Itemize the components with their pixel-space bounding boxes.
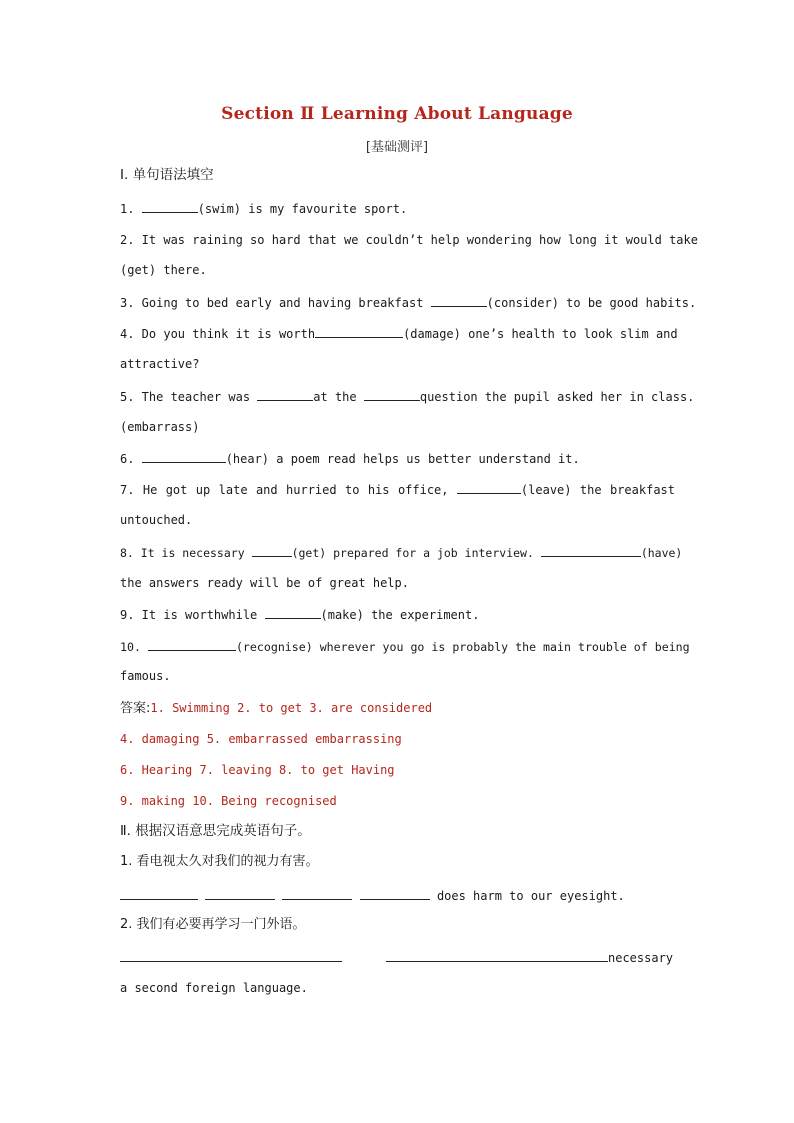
sentence-2-prompt: 2. 我们有必要再学习一门外语。 <box>120 917 306 932</box>
question-4-line1 <box>120 325 678 342</box>
question-6-number: 6. <box>120 452 135 466</box>
answer-key-line2: 4. damaging 5. embarrassed embarrassing <box>120 732 402 746</box>
question-3-text-pre: 3. Going to bed early and having breakfast <box>120 296 431 310</box>
question-8-text-pre: 8. It is necessary <box>120 546 252 560</box>
question-9-text-pre: 9. It is worthwhile <box>120 608 265 622</box>
question-1-text: (swim) is my favourite sport. <box>197 202 408 216</box>
question-3-text-post: (consider) to be good habits. <box>486 296 697 310</box>
question-1-number: 1. <box>120 202 135 216</box>
answer-blank[interactable] <box>148 638 236 651</box>
question-4-text-post: (damage) one’s health to look slim and <box>403 327 678 341</box>
question-5-line1 <box>120 388 695 405</box>
sentence-1-prompt: 1. 看电视太久对我们的视力有害。 <box>120 854 319 869</box>
question-10-line2: famous. <box>120 669 171 683</box>
part2-heading: Ⅱ. 根据汉语意思完成英语句子。 <box>120 823 311 839</box>
answer-key-line3: 6. Hearing 7. leaving 8. to get Having <box>120 763 395 777</box>
question-1 <box>120 200 675 217</box>
part1-heading: Ⅰ. 单句语法填空 <box>120 167 214 183</box>
question-2-text: (get) there. <box>120 263 207 277</box>
answer-blank[interactable] <box>252 544 292 557</box>
answer-blank[interactable] <box>257 388 313 401</box>
page-title: Section Ⅱ Learning About Language <box>221 104 573 124</box>
answer-blank[interactable] <box>142 450 226 463</box>
question-8-line2: the answers ready will be of great help. <box>120 576 409 590</box>
answer-blank[interactable] <box>120 887 198 900</box>
answer-blank[interactable] <box>364 388 420 401</box>
question-7-text-pre: 7. He got up late and hurried to his office, <box>120 483 457 497</box>
question-6-text: (hear) a poem read helps us better understand it. <box>225 452 580 466</box>
question-7-line2: untouched. <box>120 513 193 527</box>
sentence-2-tail: necessary <box>608 951 674 965</box>
question-6 <box>120 450 675 467</box>
answer-blank[interactable] <box>431 294 487 307</box>
question-7-line1 <box>120 481 675 498</box>
answer-key-label: 答案: <box>120 701 151 716</box>
sentence-1-answer-line <box>120 887 675 904</box>
question-4-line2: attractive? <box>120 357 200 371</box>
question-9 <box>120 606 675 623</box>
answer-blank[interactable] <box>360 887 430 900</box>
question-8-text-post: (have) <box>640 546 683 560</box>
question-4-text-pre: 4. Do you think it is worth <box>120 327 316 341</box>
sentence-2-answer-line <box>120 949 675 966</box>
answer-blank[interactable] <box>282 887 352 900</box>
question-8-line1 <box>120 544 683 561</box>
answer-blank[interactable] <box>315 325 403 338</box>
answer-blank[interactable] <box>205 887 275 900</box>
question-10-line1 <box>120 638 690 655</box>
question-8-text-mid: (get) prepared for a job interview. <box>291 546 541 560</box>
answer-blank[interactable] <box>457 481 521 494</box>
answer-blank[interactable] <box>265 606 321 619</box>
answer-blank[interactable] <box>142 200 198 213</box>
answer-key-line4: 9. making 10. Being recognised <box>120 794 337 808</box>
question-2-line1: 2. It was raining so hard that we couldn’t help wondering how long it would take <box>120 233 698 247</box>
question-5-text-mid: at the <box>313 390 364 404</box>
question-10-text: (recognise) wherever you go is probably the main trouble of being <box>235 640 690 654</box>
answer-blank[interactable] <box>120 949 342 962</box>
question-10-number: 10. <box>120 640 141 654</box>
answer-blank[interactable] <box>386 949 608 962</box>
answer-key-line1 <box>120 700 675 717</box>
question-5-text-post: question the pupil asked her in class. <box>419 390 695 404</box>
sentence-1-tail: does harm to our eyesight. <box>436 889 625 903</box>
answer-key-text: 1. Swimming 2. to get 3. are considered <box>150 701 433 715</box>
question-9-text-post: (make) the experiment. <box>320 608 480 622</box>
question-7-text-post: (leave) the breakfast <box>520 483 676 497</box>
question-5-line2: (embarrass) <box>120 420 200 434</box>
answer-blank[interactable] <box>541 544 641 557</box>
sentence-2-line2: a second foreign language. <box>120 981 308 995</box>
question-3 <box>120 294 697 311</box>
question-2-line2 <box>120 262 675 278</box>
question-5-text-pre: 5. The teacher was <box>120 390 258 404</box>
section-subtitle: [基础测评] <box>365 140 429 155</box>
